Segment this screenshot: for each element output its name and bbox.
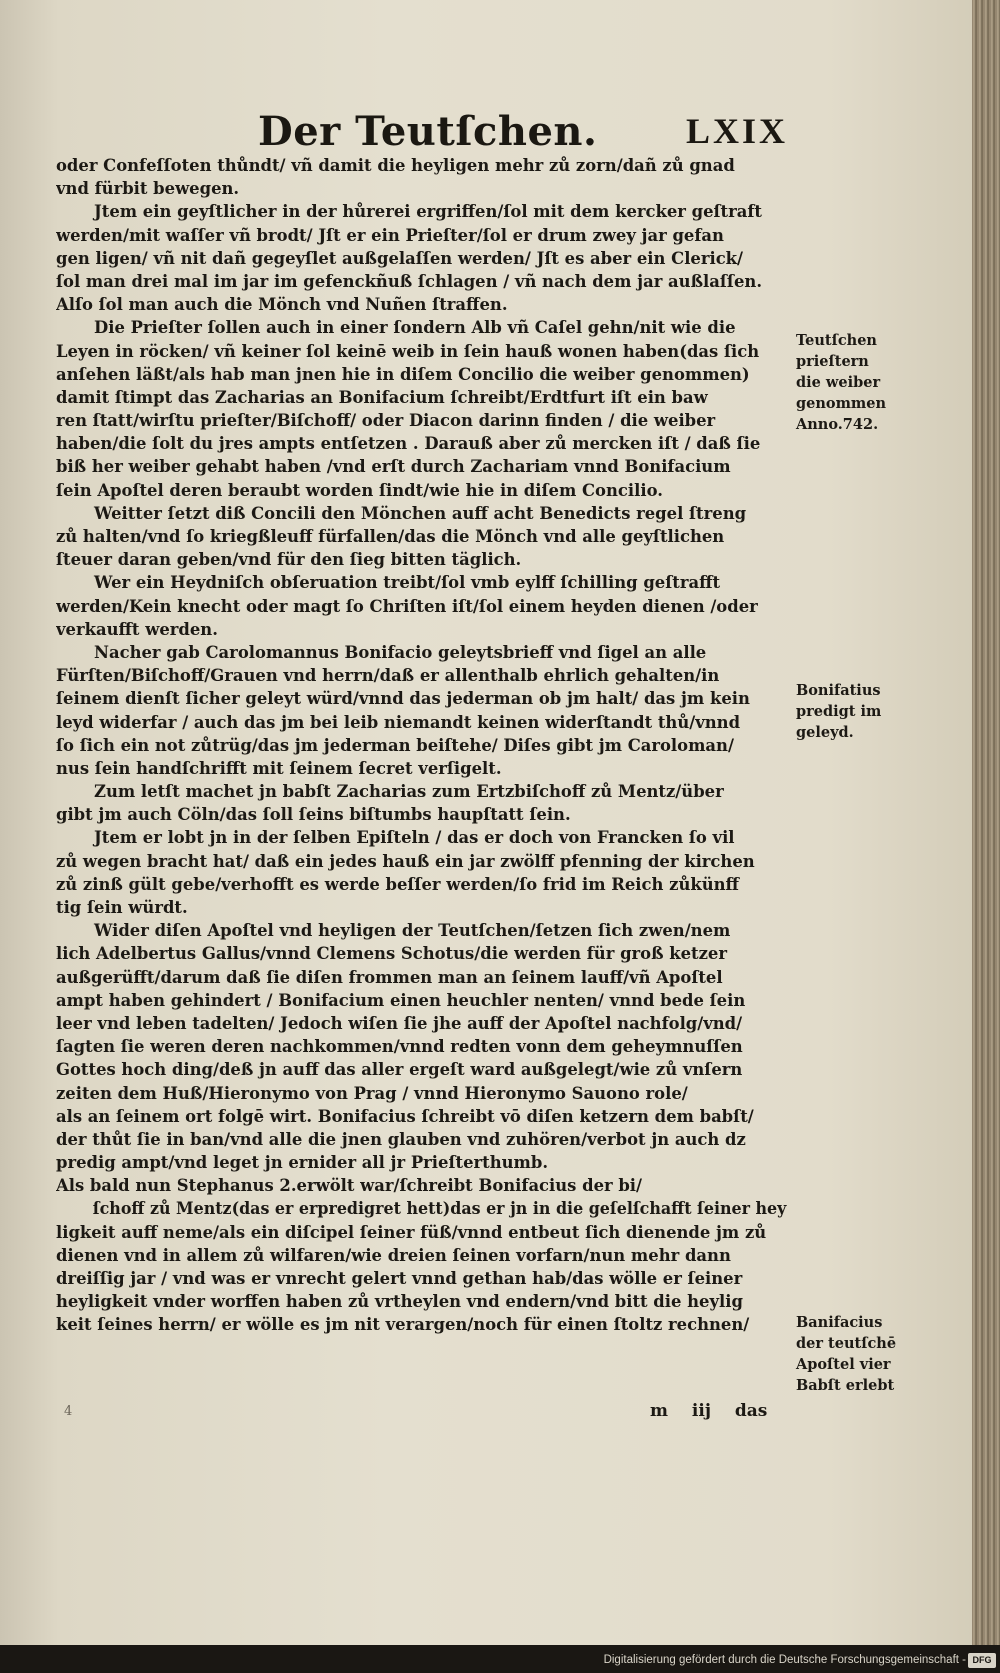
running-head: Der Teutſchen. bbox=[258, 108, 598, 155]
dfg-logo-icon: DFG bbox=[968, 1653, 996, 1668]
text-line: gibt jm auch Cöln/das ſoll ſeins biſtumbs haupſtatt ſein. bbox=[56, 805, 571, 825]
text-line: leyd widerfar / auch das jm bei leib niemandt keinen widerſtandt thů/vnnd bbox=[56, 712, 741, 732]
marginal-line: Teutſchen bbox=[796, 332, 877, 349]
text-line: ſein Apoſtel deren beraubt worden ſindt/wie hie in diſem Concilio. bbox=[56, 480, 663, 500]
marginal-line: predigt im bbox=[796, 703, 882, 720]
marginal-line: Bonifatius bbox=[796, 682, 881, 699]
text-line: ren ſtatt/wirſtu prieſter/Biſchoff/ oder Diacon darinn finden / die weiber bbox=[56, 411, 716, 431]
page-scribble: 4 bbox=[64, 1404, 73, 1419]
marginal-line: Apoſtel vier bbox=[796, 1356, 891, 1373]
body-text-block bbox=[56, 154, 786, 1337]
text-line: Alſo ſol man auch die Mönch vnd Nuñen ſtraffen. bbox=[56, 295, 508, 315]
text-line: leer vnd leben tadelten/ Jedoch wiſen ſie jhe auff der Apoſtel nachfolg/vnd/ bbox=[56, 1013, 743, 1033]
text-line: Weitter ſetzt diß Concili den Mönchen auff acht Benedicts regel ſtreng bbox=[94, 503, 747, 523]
text-line: biß her weiber gehabt haben /vnd erſt durch Zachariam vnnd Bonifacium bbox=[56, 457, 731, 477]
text-line: nus ſein handſchrifft mit ſeinem ſecret verſigelt. bbox=[56, 758, 502, 778]
text-line: anſehen läßt/als hab man jnen hie in diſem Concilio die weiber genommen) bbox=[56, 364, 750, 384]
text-line: Wider diſen Apoſtel vnd heyligen der Teutſchen/ſetzen ſich zwen/nem bbox=[94, 921, 731, 941]
text-line: predig ampt/vnd leget jn ernider all jr Prieſterthumb. bbox=[56, 1153, 549, 1173]
text-line: werden/mit waſſer vñ brodt/ Jſt er ein Prieſter/ſol er drum zwey jar gefan bbox=[56, 225, 724, 245]
text-line: haben/die ſolt du jres ampts entſetzen . Darauß aber zů mercken iſt / daß ſie bbox=[56, 434, 761, 454]
text-line: Gottes hoch ding/deß jn auff das aller ergeſt ward außgelegt/wie zů vnſern bbox=[56, 1060, 743, 1080]
marginal-line: Anno.742. bbox=[796, 416, 879, 433]
text-line: vnd fürbit bewegen. bbox=[56, 179, 240, 199]
credit-bar bbox=[0, 1649, 1000, 1673]
text-line: oder Confeſſoten thůndt/ vñ damit die heyligen mehr zů zorn/dañ zů gnad bbox=[56, 156, 735, 175]
text-line: ſchoff zů Mentz(das er erpredigret hett)das er jn in die geſelſchafft ſeiner hey bbox=[92, 1199, 787, 1219]
text-line: zeiten dem Huß/Hieronymo von Prag / vnnd Hieronymo Sauono role/ bbox=[56, 1083, 688, 1103]
marginal-line: prieſtern bbox=[796, 353, 869, 370]
text-line: der thůt ſie in ban/vnd alle die jnen glauben vnd zuhören/verbot jn auch dz bbox=[56, 1129, 746, 1149]
text-line: ampt haben gehindert / Bonifacium einen heuchler nenten/ vnnd bede ſein bbox=[56, 990, 746, 1010]
text-line: ſol man drei mal im jar im gefenckñuß ſchlagen / vñ nach dem jar außlaſſen. bbox=[56, 271, 763, 291]
text-line: dienen vnd in allem zů wilfaren/wie dreien ſeinen vorfarn/nun mehr dann bbox=[56, 1245, 731, 1265]
marginal-line: der teutſchē bbox=[796, 1335, 897, 1352]
text-line: Wer ein Heydniſch obſeruation treibt/ſol vmb eylff ſchilling geſtrafft bbox=[94, 573, 721, 593]
text-line: keit ſeines herrn/ er wölle es jm nit verargen/noch für einen ſtoltz rechnen/ bbox=[56, 1315, 750, 1335]
marginal-line: geleyd. bbox=[796, 724, 854, 741]
marginal-note-3 bbox=[796, 1312, 896, 1396]
text-line: ligkeit auff neme/als ein diſcipel ſeiner füß/vnnd entbeut ſich dienende jm zů bbox=[56, 1222, 767, 1242]
text-line: Nacher gab Carolomannus Bonifacio geleytsbrieff vnd ſigel an alle bbox=[94, 642, 707, 662]
credit-text: Digitalisierung gefördert durch die Deutsche Forschungsgemeinschaft - bbox=[603, 1654, 966, 1666]
text-line: damit ſtimpt das Zacharias an Bonifacium ſchreibt/Erdtfurt iſt ein baw bbox=[56, 387, 708, 407]
text-line: lich Adelbertus Gallus/vnnd Clemens Schotus/die werden für groß ketzer bbox=[56, 944, 727, 964]
text-line: Als bald nun Stephanus 2.erwölt war/ſchreibt Bonifacius der bi/ bbox=[56, 1176, 643, 1196]
text-line: Leyen in röcken/ vñ keiner ſol keinē weib in ſein hauß wonen haben(das ſich bbox=[56, 341, 760, 361]
text-line: werden/Kein knecht oder magt ſo Chriſten iſt/ſol einem heyden dienen /oder bbox=[56, 596, 758, 616]
text-line: Die Prieſter ſollen auch in einer ſondern Alb vñ Caſel gehn/nit wie die bbox=[94, 318, 736, 338]
marginal-line: Babſt erlebt bbox=[796, 1377, 895, 1394]
text-line: außgerüfft/darum daß ſie diſen frommen man an ſeinem lauff/vñ Apoſtel bbox=[56, 967, 723, 987]
text-line: ſo ſich ein not zůtrüg/das jm jederman beiſtehe/ Diſes gibt jm Caroloman/ bbox=[56, 735, 734, 755]
text-line: zů zinß gült gebe/verhofft es werde beſſer werden/ſo frid im Reich zůkünff bbox=[56, 874, 740, 894]
signature-mark: m iij bbox=[650, 1401, 711, 1421]
text-line: zů wegen bracht hat/ daß ein jedes hauß ein jar zwölff pfenning der kirchen bbox=[56, 851, 755, 871]
signature-and-catchword bbox=[650, 1401, 767, 1421]
marginal-note-2 bbox=[796, 680, 881, 743]
text-line: Fürſten/Biſchoff/Grauen vnd herrn/daß er allenthalb ehrlich gehalten/in bbox=[56, 666, 720, 686]
text-line: gen ligen/ vñ nit dañ gegeyſlet außgelaſſen werden/ Jſt es aber ein Clerick/ bbox=[56, 248, 744, 268]
marginal-line: die weiber bbox=[796, 374, 881, 391]
catchword: das bbox=[734, 1401, 768, 1421]
text-line: zů halten/vnd ſo kriegßleuff fürfallen/das die Mönch vnd alle geyſtlichen bbox=[56, 527, 725, 546]
text-line: als an ſeinem ort folgē wirt. Bonifacius ſchreibt vō diſen ketzern dem babſt/ bbox=[56, 1106, 754, 1126]
text-line: Jtem er lobt jn in der ſelben Epiſteln / das er doch von Francken ſo vil bbox=[94, 828, 735, 848]
text-line: dreiſſig jar / vnd was er vnrecht gelert vnnd gethan hab/das wölle er ſeiner bbox=[56, 1269, 743, 1288]
marginal-note-1 bbox=[796, 330, 886, 435]
text-line: ſagten ſie weren deren nachkommen/vnnd redten vonn dem geheymnuſſen bbox=[56, 1037, 743, 1057]
text-line: verkaufft werden. bbox=[56, 619, 218, 639]
marginal-line: Banifacius bbox=[796, 1314, 883, 1331]
text-line: Jtem ein geyſtlicher in der hůrerei ergriffen/ſol mit dem kercker geſtraft bbox=[94, 202, 762, 222]
folio-number: LXIX bbox=[686, 111, 789, 151]
text-line: ſteuer daran geben/vnd für den ſieg bitten täglich. bbox=[56, 550, 522, 570]
text-line: heyligkeit vnder worffen haben zů vrtheylen vnd endern/vnd bitt die heylig bbox=[56, 1292, 743, 1312]
text-line: tig ſein würdt. bbox=[56, 898, 188, 917]
marginal-line: genommen bbox=[796, 395, 887, 412]
text-line: ſeinem dienſt ſicher geleyt würd/vnnd das jederman ob jm halt/ das jm kein bbox=[56, 689, 750, 709]
page-edges bbox=[972, 0, 1000, 1645]
text-line: Zum letſt machet jn babſt Zacharias zum Ertzbiſchoff zů Mentz/über bbox=[94, 782, 724, 802]
